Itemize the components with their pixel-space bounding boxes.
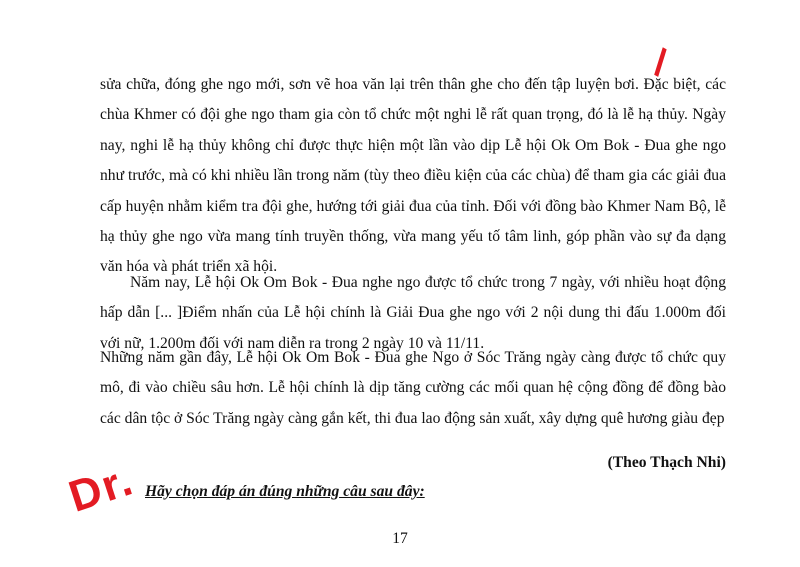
paragraph-festival-this-year: Năm nay, Lễ hội Ok Om Bok - Đua nghe ngo được tổ chức trong 7 ngày, với nhiều hoạt động hấp dẫn [... ]Điểm nhấn của Lễ hội chính là Giải Đua ghe ngo với 2 nội dung thi đấu 1.000m đối với nữ, 1.200m đối với nam diễn ra trong 2 ngày 10 và 11/11. — [100, 274, 726, 352]
paragraph-recent-years: Những năm gần đây, Lễ hội Ok Om Bok - Đua ghe Ngo ở Sóc Trăng ngày càng được tổ chức quy mô, đi vào chiều sâu hơn. Lễ hội chính là dịp tăng cường các mối quan hệ cộng đồng để đồng bào các dân tộc ở Sóc Trăng ngày càng gắn kết, thi đua lao động sản xuất, xây dựng quê hương giàu đẹp — [100, 349, 726, 427]
source-attribution: (Theo Thạch Nhi) — [607, 454, 726, 471]
red-stamp-fragment-top: \ — [645, 42, 675, 85]
question-heading: Hãy chọn đáp án đúng những câu sau đây: — [145, 483, 425, 500]
paragraph-lower-water-ceremony: sửa chữa, đóng ghe ngo mới, sơn vẽ hoa văn lại trên thân ghe cho đến tập luyện bơi. Đặc biệt, các chùa Khmer có đội ghe ngo tham gia còn tổ chức một nghi lễ rất quan trọng, đó là lễ hạ thủy. Ngày nay, nghi lễ hạ thủy không chỉ được thực hiện một lần vào dịp Lễ hội Ok Om Bok - Đua ghe ngo như trước, mà có khi nhiều lần trong năm (tùy theo điều kiện của các chùa) để tham gia các giải đua cấp huyện nhằm kiểm tra đội ghe, hướng tới giải đua của tỉnh. Đối với đồng bào Khmer Nam Bộ, lễ hạ thủy ghe ngo vừa mang tính truyền thống, vừa mang yếu tố tâm linh, góp phần vào sự đa dạng văn hóa và phát triển xã hội. — [100, 76, 726, 276]
page-number: 17 — [392, 530, 408, 547]
red-stamp-dr: Dr. — [63, 455, 140, 522]
